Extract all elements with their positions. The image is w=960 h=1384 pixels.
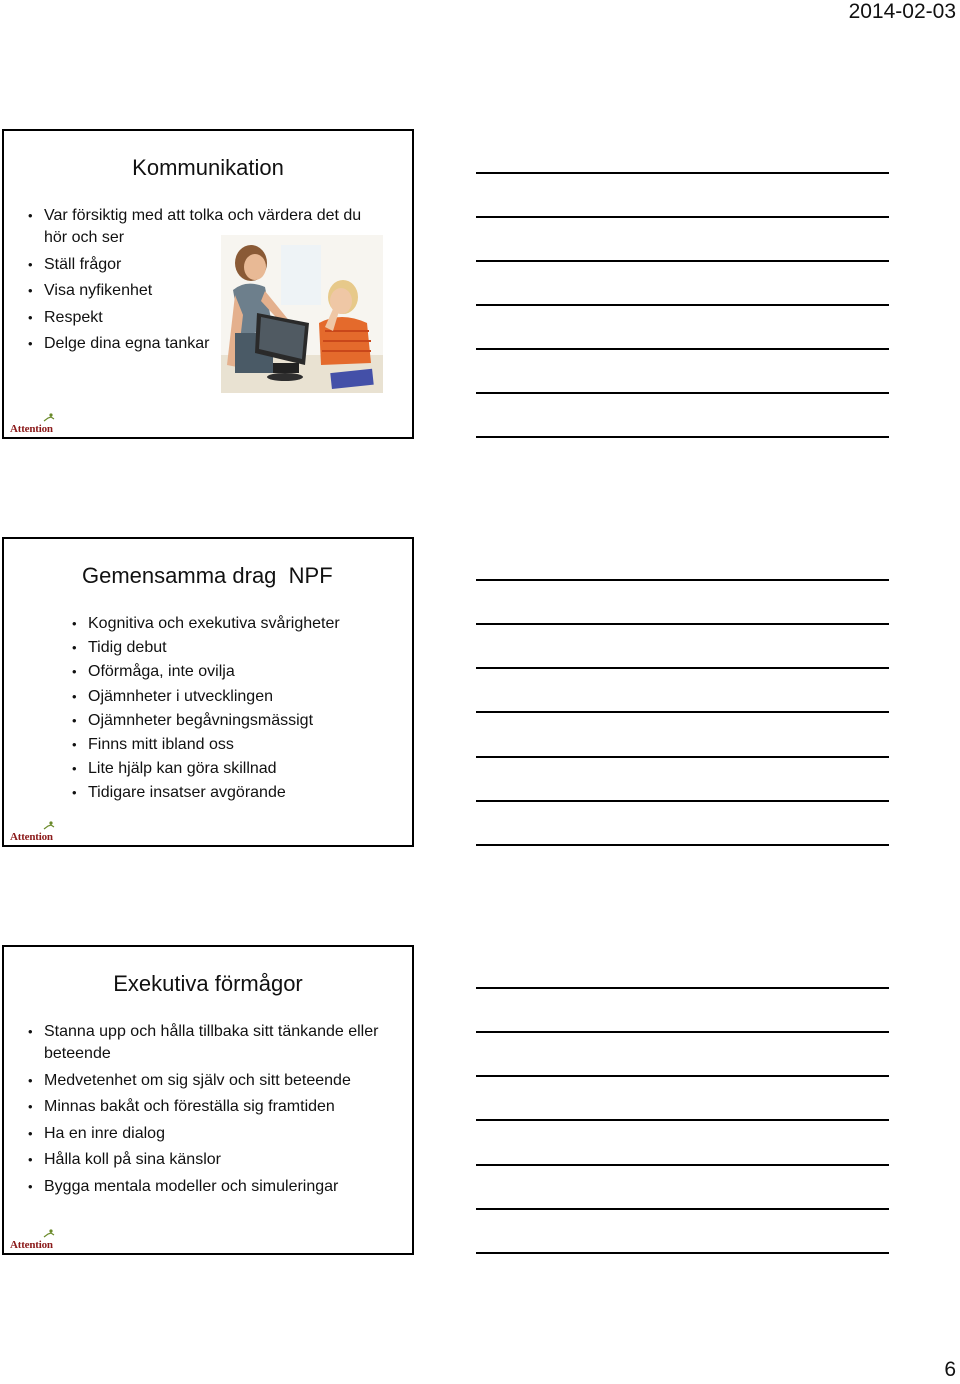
bullet-item: • Medvetenhet om sig själv och sitt beteende: [28, 1070, 398, 1092]
bullet-item: • Tidigare insatser avgörande: [72, 782, 402, 804]
note-line: [476, 436, 889, 438]
note-line: [476, 1119, 889, 1121]
bullet-item: • Bygga mentala modeller och simuleringar: [28, 1176, 398, 1198]
bullet-item: • Ojämnheter begåvningsmässigt: [72, 710, 402, 732]
bullet-item: • Ojämnheter i utvecklingen: [72, 686, 402, 708]
bullet-item: • Kognitiva och exekutiva svårigheter: [72, 613, 402, 635]
note-line: [476, 304, 889, 306]
bullet-item: • Delge dina egna tankar: [28, 333, 388, 355]
bullet-list: [72, 613, 402, 807]
note-line: [476, 579, 889, 581]
slide-title: Gemensamma drag NPF: [82, 563, 333, 588]
note-line: [476, 260, 889, 262]
bullet-item: • Oförmåga, inte ovilja: [72, 661, 402, 683]
page-number: 6: [944, 1358, 956, 1381]
note-line: [476, 800, 889, 802]
attention-logo: [10, 1229, 62, 1251]
note-line: [476, 756, 889, 758]
note-line: [476, 1031, 889, 1033]
bullet-item: • Tidig debut: [72, 637, 402, 659]
note-line: [476, 348, 889, 350]
slide-exekutiva-formagor: [2, 945, 414, 1255]
note-line: [476, 711, 889, 713]
attention-logo: [10, 821, 62, 843]
note-line: [476, 844, 889, 846]
slide-title: Kommunikation: [132, 155, 284, 180]
header-date: 2014-02-03: [848, 0, 956, 23]
slide-title: Exekutiva förmågor: [113, 971, 303, 996]
attention-logo: [10, 413, 62, 435]
note-line: [476, 987, 889, 989]
slide-kommunikation: [2, 129, 414, 439]
bullet-list: [28, 1021, 398, 1202]
note-line: [476, 1164, 889, 1166]
logo-text: Attention: [10, 1239, 53, 1251]
bullet-item: • Ha en inre dialog: [28, 1123, 398, 1145]
bullet-item: • Minnas bakåt och föreställa sig framtiden: [28, 1096, 398, 1118]
two-women-at-computer-photo: [221, 235, 383, 393]
bullet-item: • Stanna upp och hålla tillbaka sitt tänkande eller beteende: [28, 1021, 398, 1065]
bullet-item: • Var försiktig med att tolka och värdera det du hör och ser: [28, 205, 373, 249]
note-line: [476, 172, 889, 174]
bullet-item: • Hålla koll på sina känslor: [28, 1149, 398, 1171]
note-line: [476, 667, 889, 669]
logo-text: Attention: [10, 831, 53, 843]
note-line: [476, 216, 889, 218]
logo-figure-icon: [42, 821, 56, 831]
bullet-item: • Respekt: [28, 307, 388, 329]
bullet-item: • Visa nyfikenhet: [28, 280, 388, 302]
note-line: [476, 1075, 889, 1077]
bullet-item: • Finns mitt ibland oss: [72, 734, 402, 756]
logo-figure-icon: [42, 413, 56, 423]
note-line: [476, 1252, 889, 1254]
slide-gemensamma-drag: [2, 537, 414, 847]
logo-text: Attention: [10, 423, 53, 435]
bullet-item: • Lite hjälp kan göra skillnad: [72, 758, 402, 780]
logo-figure-icon: [42, 1229, 56, 1239]
note-line: [476, 1208, 889, 1210]
note-line: [476, 392, 889, 394]
bullet-item: • Ställ frågor: [28, 254, 388, 276]
note-line: [476, 623, 889, 625]
